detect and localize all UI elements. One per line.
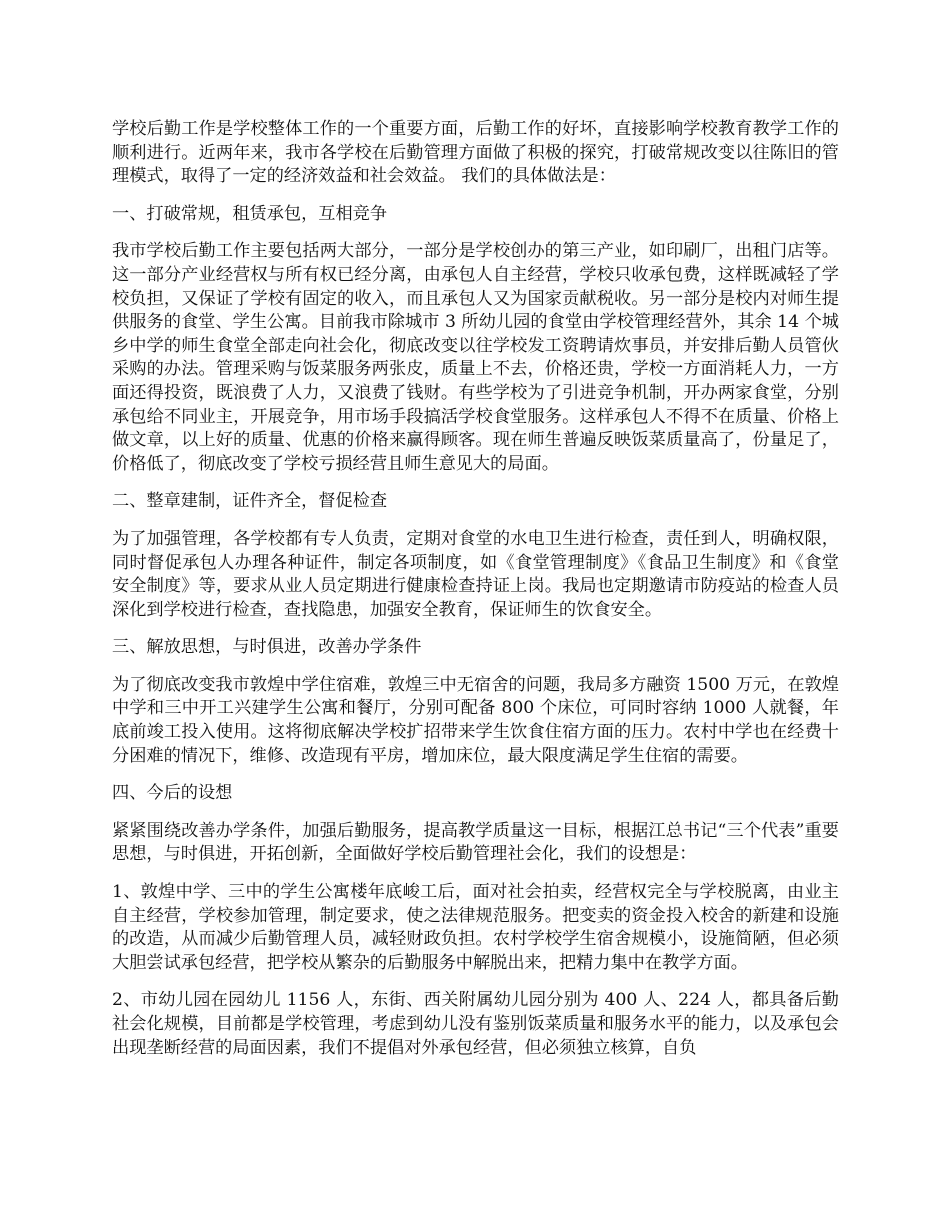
plan-item-1-paragraph: 1、敦煌中学、三中的学生公寓楼年底峻工后，面对社会拍卖，经营权完全与学校脱离，由业主自主经营，学校参加管理，制定要求，使之法律规范服务。把变卖的资金投入校舍的新建和设施的改造，从而减少后勤管理人员，减轻财政负担。农村学校学生宿舍规模小，设施简陋，但必须大胆尝试承包经营，把学校从繁杂的后勤服务中解脱出来，把精力集中在教学方面。 — [112, 882, 839, 973]
section-heading-2: 二、整章建制，证件齐全，督促检查 — [112, 491, 388, 512]
section-heading-4: 四、今后的设想 — [112, 783, 233, 804]
section-2-paragraph: 为了加强管理，各学校都有专人负责，定期对食堂的水电卫生进行检查，责任到人，明确权限，同时督促承包人办理各种证件，制定各项制度，如《食堂管理制度》《食品卫生制度》和《食堂安全制度》等，要求从业人员定期进行健康检查持证上岗。我局也定期邀请市防疫站的检查人员深化到学校进行检查，查找隐患，加强安全教育，保证师生的饮食安全。 — [112, 528, 839, 620]
section-3-paragraph: 为了彻底改变我市敦煌中学住宿难，敦煌三中无宿舍的问题，我局多方融资 1500 万元，在敦煌中学和三中开工兴建学生公寓和餐厅，分别可配备 800 个床位，可同时容纳 1000 人就餐，年底前竣工投入使用。这将彻底解决学校扩招带来学生饮食住宿方面的压力。农村中学也在经费十分困难的情况下，维修、改造现有平房，增加床位，最大限度满足学生住宿的需要。 — [112, 674, 839, 766]
document-body — [112, 118, 839, 1074]
section-heading-1: 一、打破常规，租赁承包，互相竞争 — [112, 203, 388, 224]
plan-item-2-paragraph: 2、市幼儿园在园幼儿 1156 人，东街、西关附属幼儿园分别为 400 人、224 人，都具备后勤社会化规模，目前都是学校管理，考虑到幼儿没有鉴别饭菜质量和服务水平的能力，以及承包会出现垄断经营的局面因素，我们不提倡对外承包经营，但必须独立核算，自负 — [112, 990, 839, 1058]
section-4-intro-paragraph: 紧紧围绕改善办学条件，加强后勤服务，提高教学质量这一目标，根据江总书记“三个代表”重要思想，与时俱进，开拓创新，全面做好学校后勤管理社会化，我们的设想是： — [112, 820, 839, 865]
section-1-paragraph: 我市学校后勤工作主要包括两大部分，一部分是学校创办的第三产业，如印刷厂，出租门店等。这一部分产业经营权与所有权已经分离，由承包人自主经营，学校只收承包费，这样既减轻了学校负担，又保证了学校有固定的收入，而且承包人又为国家贡献税收。另一部分是校内对师生提供服务的食堂、学生公寓。目前我市除城市 3 所幼儿园的食堂由学校管理经营外，其余 14 个城乡中学的师生食堂全部走向社会化，彻底改变以往学校发工资聘请炊事员，并安排后勤人员管伙采购的办法。管理采购与饭菜服务两张皮，质量上不去，价格还贵，学校一方面消耗人力，一方面还得投资，既浪费了人力，又浪费了钱财。有些学校为了引进竞争机制，开办两家食堂，分别承包给不同业主，开展竞争，用市场手段搞活学校食堂服务。这样承包人不得不在质量、价格上做文章，以上好的质量、优惠的价格来赢得顾客。现在师生普遍反映饭菜质量高了，份量足了，价格低了，彻底改变了学校亏损经营且师生意见大的局面。 — [112, 241, 839, 474]
intro-paragraph: 学校后勤工作是学校整体工作的一个重要方面，后勤工作的好坏，直接影响学校教育教学工作的顺利进行。近两年来，我市各学校在后勤管理方面做了积极的探究，打破常规改变以往陈旧的管理模式，取得了一定的经济效益和社会效益。 我们的具体做法是： — [112, 119, 839, 187]
section-heading-3: 三、解放思想，与时俱进，改善办学条件 — [112, 637, 422, 658]
